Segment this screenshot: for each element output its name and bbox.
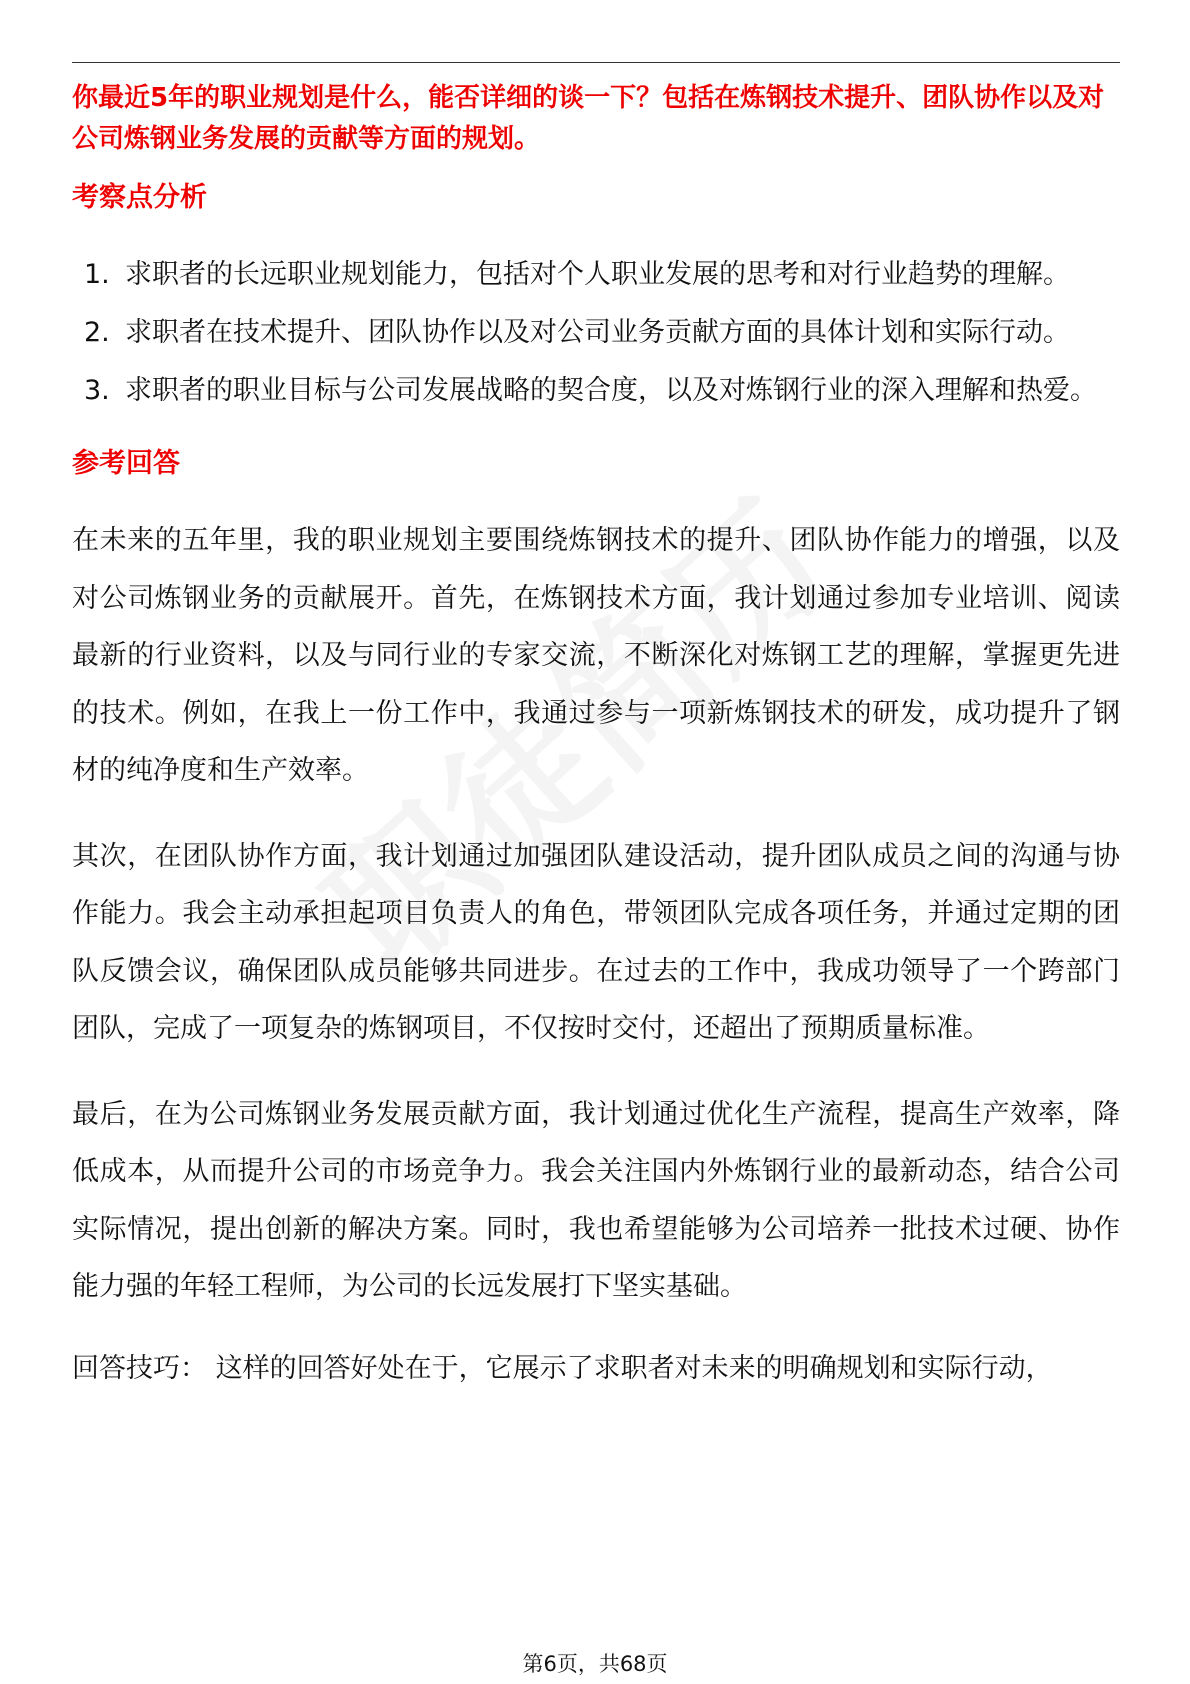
analysis-point xyxy=(72,304,1120,362)
point-text: 求职者在技术提升、团队协作以及对公司业务贡献方面的具体计划和实际行动。 xyxy=(125,317,1070,348)
point-number: 1. xyxy=(84,259,110,290)
point-text: 求职者的长远职业规划能力，包括对个人职业发展的思考和对行业趋势的理解。 xyxy=(125,259,1070,290)
page-content xyxy=(72,78,1120,1394)
top-rule xyxy=(72,62,1120,63)
answer-tips: 回答技巧： 这样的回答好处在于，它展示了求职者对未来的明确规划和实际行动， xyxy=(72,1352,1053,1384)
page-number: 第6页，共68页 xyxy=(522,1652,668,1676)
point-text: 求职者的职业目标与公司发展战略的契合度，以及对炼钢行业的深入理解和热爱。 xyxy=(125,375,1097,406)
analysis-heading: 考察点分析 xyxy=(72,182,207,213)
answer-paragraph: 最后，在为公司炼钢业务发展贡献方面，我计划通过优化生产流程，提高生产效率，降低成本，从而提升公司的市场竞争力。我会关注国内外炼钢行业的最新动态，结合公司实际情况，提出创新的解决方案。同时，我也希望能够为公司培养一批技术过硬、协作能力强的年轻工程师，为公司的长远发展打下坚实基础。 xyxy=(72,1098,1120,1302)
point-number: 3. xyxy=(84,375,110,406)
answer-heading: 参考回答 xyxy=(72,448,180,479)
analysis-point xyxy=(72,362,1120,420)
analysis-points xyxy=(72,246,1120,420)
analysis-point xyxy=(72,246,1120,304)
answer-paragraph: 其次，在团队协作方面，我计划通过加强团队建设活动，提升团队成员之间的沟通与协作能力。我会主动承担起项目负责人的角色，带领团队完成各项任务，并通过定期的团队反馈会议，确保团队成员能够共同进步。在过去的工作中，我成功领导了一个跨部门团队，完成了一项复杂的炼钢项目，不仅按时交付，还超出了预期质量标准。 xyxy=(72,840,1120,1044)
point-number: 2. xyxy=(84,317,110,348)
question-text: 你最近5年的职业规划是什么，能否详细的谈一下？包括在炼钢技术提升、团队协作以及对公司炼钢业务发展的贡献等方面的规划。 xyxy=(72,83,1105,154)
answer-paragraph: 在未来的五年里，我的职业规划主要围绕炼钢技术的提升、团队协作能力的增强，以及对公司炼钢业务的贡献展开。首先，在炼钢技术方面，我计划通过参加专业培训、阅读最新的行业资料，以及与同行业的专家交流，不断深化对炼钢工艺的理解，掌握更先进的技术。例如，在我上一份工作中，我通过参与一项新炼钢技术的研发，成功提升了钢材的纯净度和生产效率。 xyxy=(72,525,1120,786)
